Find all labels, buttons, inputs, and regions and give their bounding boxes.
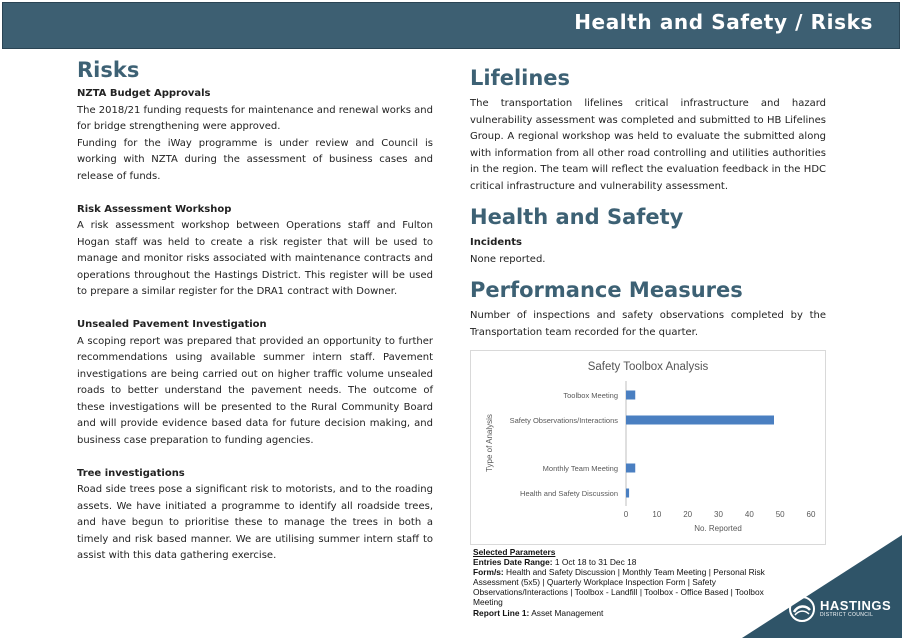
unsealed-paragraph: A scoping report was prepared that provided an opportunity to further recommendations using available summer intern staff. Pavement investigations are being carried out on higher traffic volume unsealed roads to better understand the pavement needs. The outcome of these investigations will be presented to the Rural Community Board and will provide evidence based data for future decision making, and business case preparation to funding agencies. xyxy=(77,335,433,446)
hastings-logo xyxy=(788,595,891,623)
unsealed-title: Unsealed Pavement Investigation xyxy=(77,319,267,330)
health-safety-heading: Health and Safety xyxy=(470,205,684,229)
chart-y-axis-label: Type of Analysis xyxy=(485,414,494,472)
chart-category-label: Monthly Team Meeting xyxy=(542,464,618,473)
risks-heading: Risks xyxy=(77,58,140,82)
lifelines-paragraph: The transportation lifelines critical infrastructure and hazard vulnerability assessment was completed and submitted to HB Lifelines Group. A regional workshop was held to evaluate the submitted along with information from all other road controlling and utilities authorities in the region. The team will reflect the evaluation feedback in the HDC critical infrastructure and vulnerability assessment. xyxy=(470,98,826,192)
trees-title: Tree investigations xyxy=(77,467,185,479)
lifelines-heading: Lifelines xyxy=(470,66,571,90)
chart-title: Safety Toolbox Analysis xyxy=(587,361,709,373)
nzta-title: NZTA Budget Approvals xyxy=(77,88,211,99)
params-report-value: Asset Management xyxy=(531,607,604,618)
selected-parameters xyxy=(473,547,773,618)
performance-heading: Performance Measures xyxy=(470,278,743,302)
params-forms-label: Form/s: xyxy=(473,567,504,578)
chart-bar xyxy=(626,391,635,400)
header-title: Health and Safety / Risks xyxy=(574,10,873,34)
chart-x-tick-label: 60 xyxy=(806,510,816,519)
workshop-paragraph: A risk assessment workshop between Operations staff and Fulton Hogan staff was held to create a risk register that will be used to manage and monitor risks associated with maintenance contracts and operations throughout the Hastings District. This register will be used to prepare a similar register for the DRA1 contract with Downer. xyxy=(77,220,433,297)
logo-name: HASTINGS xyxy=(820,598,892,613)
trees-paragraph: Road side trees pose a significant risk to motorists, and to the roading assets. We have initiated a programme to identify all roadside trees, and have begun to prioritise these to manage the trees in both a timely and risk based manner. We are utilising summer intern staff to assist with this data gathering exercise. xyxy=(77,484,433,561)
params-title: Selected Parameters xyxy=(473,547,556,557)
chart-x-tick-label: 10 xyxy=(652,510,662,519)
incidents-paragraph: None reported. xyxy=(470,253,546,265)
chart-category-label: Health and Safety Discussion xyxy=(520,489,618,498)
chart-svg xyxy=(471,351,825,544)
performance-paragraph: Number of inspections and safety observations completed by the Transportation team recorded for the quarter. xyxy=(470,310,826,338)
params-date-value: 1 Oct 18 to 31 Dec 18 xyxy=(554,557,637,568)
incidents-title: Incidents xyxy=(470,237,522,248)
logo-subtitle: DISTRICT COUNCIL xyxy=(820,612,874,618)
chart-x-tick-label: 50 xyxy=(775,510,785,519)
chart-x-tick-label: 40 xyxy=(744,510,754,519)
chart-bar xyxy=(626,464,635,473)
chart-x-tick-label: 20 xyxy=(683,510,693,519)
safety-toolbox-chart xyxy=(470,350,826,545)
chart-x-tick-label: 0 xyxy=(623,510,629,519)
right-column xyxy=(470,66,826,341)
page-header xyxy=(2,2,900,49)
params-report-label: Report Line 1: xyxy=(473,607,530,618)
chart-category-label: Safety Observations/Interactions xyxy=(509,416,618,425)
params-date-label: Entries Date Range: xyxy=(473,557,553,568)
chart-x-tick-label: 30 xyxy=(714,510,723,519)
params-forms-value: Health and Safety Discussion | Monthly Team Meeting | Personal Risk Assessment (5x5) | Quarterly Workplace Inspection Form | Safety Observations/Interactions | Toolbox - Landfill | Toolbox - Office Based | Toolbox Meeting xyxy=(473,567,765,608)
chart-x-axis-label: No. Reported xyxy=(694,524,742,533)
workshop-title: Risk Assessment Workshop xyxy=(77,203,232,215)
chart-bar xyxy=(626,489,629,498)
hastings-logo-icon xyxy=(788,595,816,623)
chart-category-label: Toolbox Meeting xyxy=(563,391,618,400)
risks-column xyxy=(77,58,433,565)
chart-bar xyxy=(626,416,774,425)
nzta-paragraph-2: Funding for the iWay programme is under review and Council is working with NZTA during the assessment of business cases and release of funds. xyxy=(77,137,433,182)
nzta-paragraph-1: The 2018/21 funding requests for maintenance and renewal works and for bridge strengthening were approved. xyxy=(77,104,433,132)
